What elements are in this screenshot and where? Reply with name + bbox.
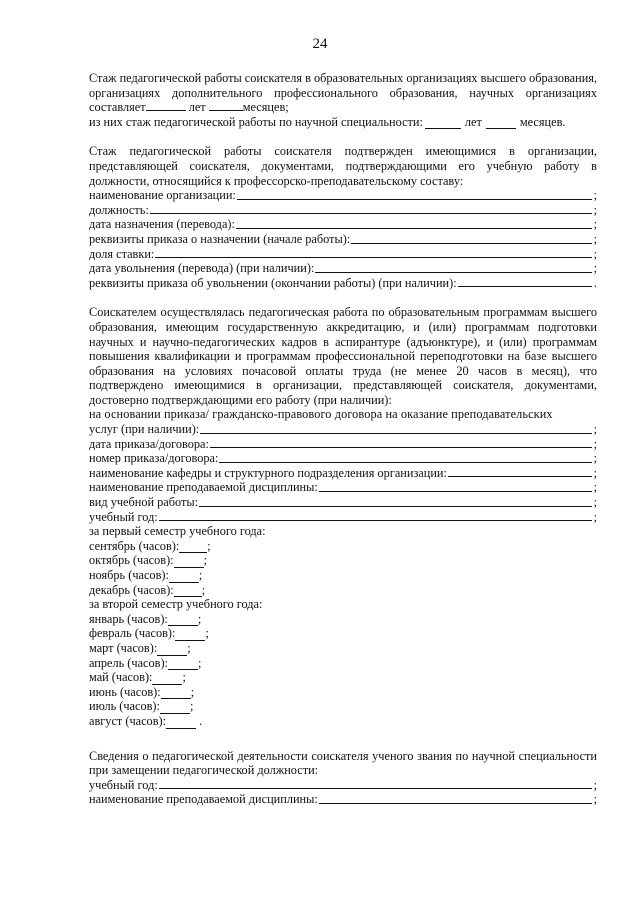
month-row bbox=[89, 626, 597, 641]
field-row bbox=[89, 276, 597, 291]
month-label: февраль (часов): bbox=[89, 626, 176, 641]
field-blank[interactable] bbox=[159, 520, 592, 521]
month-label: апрель (часов): bbox=[89, 655, 168, 670]
field-blank[interactable] bbox=[199, 506, 592, 507]
field-label: должность: bbox=[89, 202, 149, 217]
field-end: ; bbox=[593, 188, 597, 203]
hours-blank[interactable] bbox=[179, 542, 207, 553]
years-label: лет bbox=[188, 100, 206, 115]
hours-blank[interactable] bbox=[169, 572, 199, 583]
month-end: ; bbox=[203, 553, 207, 568]
month-row bbox=[89, 539, 597, 554]
month-label: июнь (часов): bbox=[89, 684, 161, 699]
field-row bbox=[89, 437, 597, 452]
specialty-years-label: лет bbox=[464, 114, 482, 129]
experience-paragraph bbox=[89, 71, 597, 115]
years-blank[interactable] bbox=[146, 100, 186, 111]
field-end: ; bbox=[593, 246, 597, 261]
field-row bbox=[89, 232, 597, 247]
month-end: ; bbox=[197, 611, 202, 626]
field-label: наименование преподаваемой дисциплины: bbox=[89, 480, 318, 495]
second-semester-title: за второй семестр учебного года: bbox=[89, 597, 263, 612]
month-row bbox=[89, 641, 597, 656]
field-end: ; bbox=[593, 217, 597, 232]
specialty-months-blank[interactable] bbox=[486, 118, 516, 129]
month-row bbox=[89, 656, 597, 671]
months-label: месяцев; bbox=[242, 100, 289, 115]
basis-row bbox=[89, 407, 597, 422]
field-row bbox=[89, 247, 597, 262]
field-end: ; bbox=[593, 480, 597, 495]
page-content bbox=[89, 71, 597, 807]
specialty-experience-label: из них стаж педагогической работы по научной специальности: bbox=[89, 114, 423, 129]
field-row bbox=[89, 510, 597, 525]
month-end: ; bbox=[201, 582, 206, 597]
first-semester-title: за первый семестр учебного года: bbox=[89, 524, 266, 539]
month-end: ; bbox=[189, 699, 194, 714]
field-row bbox=[89, 792, 597, 807]
month-row bbox=[89, 612, 597, 627]
month-label: июль (часов): bbox=[89, 699, 160, 714]
field-label: наименование кафедры и структурного подразделения организации: bbox=[89, 465, 447, 480]
field-blank[interactable] bbox=[200, 433, 591, 434]
month-row bbox=[89, 670, 597, 685]
field-row bbox=[89, 203, 597, 218]
field-row bbox=[89, 466, 597, 481]
field-row bbox=[89, 422, 597, 437]
month-end: ; bbox=[207, 538, 211, 553]
field-end: ; bbox=[593, 231, 597, 246]
field-blank[interactable] bbox=[351, 243, 591, 244]
field-end: ; bbox=[593, 777, 597, 792]
field-label: реквизиты приказа об увольнении (окончании работы) (при наличии): bbox=[89, 275, 457, 290]
field-blank[interactable] bbox=[448, 476, 592, 477]
field-end: ; bbox=[593, 451, 597, 466]
month-end: ; bbox=[198, 568, 203, 582]
hourly-work-paragraph: Соискателем осуществлялась педагогическая работа по образовательным программам высшего образования, имеющим государственную аккредитацию, и (или) программам подготовки научных и научно-педагогических кадров в аспирантуре (адъюнктуре), и (или) программам повышения квалификации и программам профессиональной переподготовки на базе высшего образования на условиях почасовой оплаты труда (не менее 20 часов в месяц), что подтверждено имеющимися в организации, представляющей соискателя, документами, достоверно подтверждающими его работу (при наличии): bbox=[89, 305, 597, 407]
field-end: ; bbox=[593, 261, 597, 276]
field-blank[interactable] bbox=[155, 257, 591, 258]
month-label: август (часов): bbox=[89, 713, 167, 728]
hours-blank[interactable] bbox=[166, 718, 196, 729]
month-row bbox=[89, 685, 597, 700]
field-label: доля ставки: bbox=[89, 246, 155, 261]
field-label: дата увольнения (перевода) (при наличии): bbox=[89, 261, 315, 276]
month-end: ; bbox=[182, 670, 186, 685]
field-end: ; bbox=[593, 436, 597, 451]
field-label: услуг (при наличии): bbox=[89, 422, 200, 437]
field-label: наименование преподаваемой дисциплины: bbox=[89, 792, 318, 807]
field-label: учебный год: bbox=[89, 509, 158, 524]
hours-blank[interactable] bbox=[161, 688, 191, 699]
field-row bbox=[89, 188, 597, 203]
field-row bbox=[89, 480, 597, 495]
field-end: ; bbox=[593, 792, 597, 807]
month-row bbox=[89, 568, 597, 583]
field-end: ; bbox=[593, 509, 597, 524]
field-end: . bbox=[593, 275, 597, 290]
hours-blank[interactable] bbox=[157, 645, 187, 656]
field-label: дата приказа/договора: bbox=[89, 436, 209, 451]
field-row bbox=[89, 261, 597, 276]
month-row bbox=[89, 714, 597, 729]
field-blank[interactable] bbox=[315, 272, 591, 273]
academic-title-paragraph: Сведения о педагогической деятельности соискателя ученого звания по научной специальности при замещении педагогической должности: bbox=[89, 748, 597, 778]
hours-blank[interactable] bbox=[160, 703, 190, 714]
field-blank[interactable] bbox=[219, 462, 591, 463]
page-number: 24 bbox=[312, 36, 328, 52]
field-end: ; bbox=[593, 495, 597, 510]
field-row bbox=[89, 778, 597, 793]
field-label: наименование организации: bbox=[89, 188, 236, 203]
month-label: январь (часов): bbox=[89, 611, 168, 626]
specialty-years-blank[interactable] bbox=[425, 118, 461, 129]
field-blank[interactable] bbox=[159, 788, 592, 789]
field-blank[interactable] bbox=[319, 491, 592, 492]
field-blank[interactable] bbox=[458, 286, 592, 287]
field-end: ; bbox=[593, 465, 597, 480]
month-label: сентябрь (часов): bbox=[89, 538, 180, 553]
field-blank[interactable] bbox=[210, 447, 592, 448]
field-label: реквизиты приказа о назначении (начале работы): bbox=[89, 231, 351, 246]
specialty-experience-row bbox=[89, 115, 597, 130]
field-end: ; bbox=[593, 422, 597, 437]
basis-label: на основании приказа/ гражданско-правового договора на оказание преподавательских bbox=[89, 407, 553, 422]
field-row bbox=[89, 217, 597, 232]
month-label: октябрь (часов): bbox=[89, 553, 174, 568]
specialty-months-label: месяцев. bbox=[519, 114, 566, 129]
hours-blank[interactable] bbox=[168, 615, 198, 626]
month-end: ; bbox=[205, 626, 209, 641]
field-row bbox=[89, 495, 597, 510]
field-blank[interactable] bbox=[236, 228, 592, 229]
experience-text: Стаж педагогической работы соискателя в образовательных организациях высшего образования, организациях дополнительного профессионального образования, научных организациях составляет bbox=[89, 71, 598, 115]
field-label: номер приказа/договора: bbox=[89, 451, 219, 466]
month-end: ; bbox=[197, 655, 202, 670]
months-blank[interactable] bbox=[209, 100, 243, 111]
field-blank[interactable] bbox=[150, 213, 592, 214]
field-label: вид учебной работы: bbox=[89, 495, 199, 510]
field-label: дата назначения (перевода): bbox=[89, 217, 235, 232]
month-end: . bbox=[196, 713, 203, 728]
month-end: ; bbox=[190, 684, 195, 699]
field-label: учебный год: bbox=[89, 777, 158, 792]
field-blank[interactable] bbox=[319, 803, 592, 804]
hours-blank[interactable] bbox=[175, 630, 205, 641]
hours-blank[interactable] bbox=[168, 659, 198, 670]
month-row bbox=[89, 553, 597, 568]
field-end: ; bbox=[593, 202, 597, 217]
month-label: декабрь (часов): bbox=[89, 582, 174, 597]
month-row bbox=[89, 583, 597, 598]
month-label: ноябрь (часов): bbox=[89, 568, 169, 582]
hours-blank[interactable] bbox=[174, 586, 202, 597]
month-label: май (часов): bbox=[89, 670, 153, 685]
field-row bbox=[89, 451, 597, 466]
field-blank[interactable] bbox=[237, 199, 592, 200]
position-fields bbox=[89, 188, 597, 290]
month-label: март (часов): bbox=[89, 640, 158, 655]
month-row bbox=[89, 699, 597, 714]
hours-blank[interactable] bbox=[174, 557, 204, 568]
month-end: ; bbox=[187, 640, 191, 655]
confirmation-paragraph: Стаж педагогической работы соискателя подтвержден имеющимися в организации, представляющей соискателя, документами, подтверждающими его учебную работу в должности, относящийся к профессорско-преподавательскому составу: bbox=[89, 144, 597, 188]
hours-blank[interactable] bbox=[152, 674, 182, 685]
